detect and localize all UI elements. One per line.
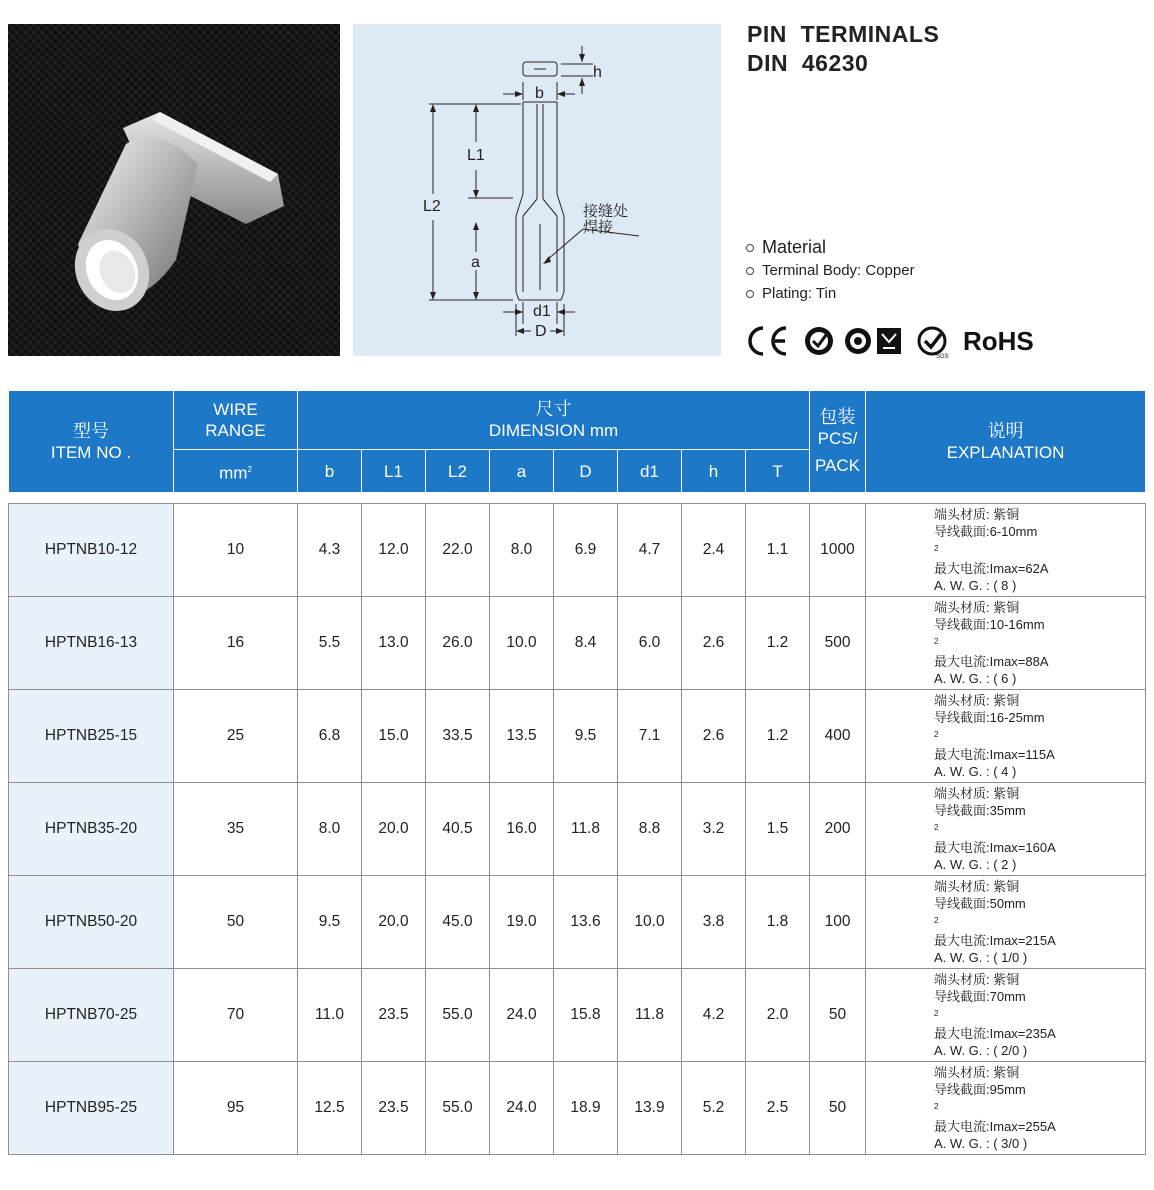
cell-l1: 15.0 [362, 690, 426, 783]
cell-b: 9.5 [298, 876, 362, 969]
cell-b: 5.5 [298, 597, 362, 690]
table-row [9, 783, 1146, 876]
cell-item-no: HPTNB95-25 [9, 1062, 174, 1155]
header-item-en: ITEM NO . [50, 442, 132, 462]
exp-awg: A. W. G. : ( 4 ) [934, 764, 1017, 780]
exp-section: 导线截面:50mm $^2$ [934, 895, 1026, 925]
cell-pack: 100 [810, 876, 866, 969]
cell-wire-range: 50 [174, 876, 298, 969]
cell-l2: 45.0 [426, 876, 490, 969]
cell-wire-range: 35 [174, 783, 298, 876]
header-wire-unit [174, 450, 298, 493]
specification-table [8, 390, 1146, 1155]
cell-h: 2.6 [682, 597, 746, 690]
header-explanation [866, 391, 1146, 493]
ukas-certificate-icon [877, 328, 901, 354]
cell-explanation [866, 690, 1146, 783]
header-dimension [298, 391, 810, 450]
cell-l2: 40.5 [426, 783, 490, 876]
material-plating: Plating: Tin [762, 285, 837, 302]
weld-note-line1: 接缝处 [583, 203, 629, 220]
header-dim-l2: L2 [426, 450, 490, 493]
cell-t: 1.2 [746, 597, 810, 690]
header-pack-cn: 包装 [819, 407, 856, 427]
exp-material: 端头材质: 紫铜 [934, 878, 1020, 894]
header-pack-line3: PACK [814, 456, 861, 475]
cell-a: 19.0 [490, 876, 554, 969]
header-dim-a: a [490, 450, 554, 493]
exp-material: 端头材质: 紫铜 [934, 785, 1020, 801]
material-heading: Material [762, 237, 827, 257]
wire-unit-text: mm [219, 463, 248, 483]
exp-current: 最大电流:Imax=255A [934, 1119, 1056, 1135]
exp-awg: A. W. G. : ( 2/0 ) [934, 1043, 1028, 1059]
cell-h: 3.2 [682, 783, 746, 876]
cell-d1: 8.8 [618, 783, 682, 876]
header-dim-d1: d1 [618, 450, 682, 493]
cell-t: 1.2 [746, 690, 810, 783]
cell-wire-range: 25 [174, 690, 298, 783]
exp-section: 导线截面:70mm $^2$ [934, 988, 1026, 1018]
exp-section: 导线截面:35mm $^2$ [934, 802, 1026, 832]
cell-l2: 55.0 [426, 969, 490, 1062]
cell-d: 9.5 [554, 690, 618, 783]
label-d1: d1 [533, 303, 551, 320]
product-photo [8, 24, 340, 356]
cell-l1: 20.0 [362, 783, 426, 876]
sgs-label: SGS [936, 354, 949, 360]
material-item [746, 282, 915, 305]
header-dim-cn: 尺寸 [535, 399, 572, 419]
bullet-icon [746, 244, 754, 252]
cell-pack: 50 [810, 969, 866, 1062]
material-item [746, 259, 915, 282]
cell-l2: 22.0 [426, 504, 490, 597]
header-item-cn: 型号 [73, 420, 109, 441]
cell-item-no: HPTNB10-12 [9, 504, 174, 597]
bullet-icon [746, 290, 754, 298]
exp-section: 导线截面:6-10mm $^2$ [934, 523, 1038, 553]
exp-awg: A. W. G. : ( 1/0 ) [934, 950, 1028, 966]
label-d: D [535, 323, 547, 340]
wire-unit-sup: 2 [247, 464, 252, 474]
specification-table-wrap [8, 390, 1145, 1155]
exp-section: 导线截面:95mm $^2$ [934, 1081, 1026, 1111]
cell-item-no: HPTNB35-20 [9, 783, 174, 876]
exp-material: 端头材质: 紫铜 [934, 506, 1020, 522]
exp-material: 端头材质: 紫铜 [934, 1064, 1020, 1080]
exp-section: 导线截面:10-16mm $^2$ [934, 616, 1045, 646]
rohs-label: RoHS [963, 326, 1034, 356]
exp-current: 最大电流:Imax=115A [934, 747, 1055, 763]
cell-t: 2.0 [746, 969, 810, 1062]
cell-b: 12.5 [298, 1062, 362, 1155]
table-body [9, 504, 1146, 1155]
certification-logos [746, 322, 1066, 362]
technical-drawing [353, 24, 721, 356]
cell-t: 2.5 [746, 1062, 810, 1155]
exp-current: 最大电流:Imax=235A [934, 1026, 1056, 1042]
cell-l1: 23.5 [362, 1062, 426, 1155]
material-body: Terminal Body: Copper [762, 262, 915, 279]
header-dim-d: D [554, 450, 618, 493]
table-row [9, 1062, 1146, 1155]
label-b: b [535, 85, 544, 102]
cell-t: 1.1 [746, 504, 810, 597]
cell-h: 5.2 [682, 1062, 746, 1155]
header-wire-line2: RANGE [205, 421, 266, 440]
cell-wire-range: 70 [174, 969, 298, 1062]
cell-t: 1.8 [746, 876, 810, 969]
header-dim-h: h [682, 450, 746, 493]
label-l2: L2 [423, 198, 441, 215]
cell-l1: 23.5 [362, 969, 426, 1062]
title-line-2: DIN 46230 [747, 50, 869, 76]
quality-certificate-icon [805, 327, 833, 355]
cell-pack: 200 [810, 783, 866, 876]
exp-current: 最大电流:Imax=215A [934, 933, 1056, 949]
cell-d: 8.4 [554, 597, 618, 690]
cell-wire-range: 95 [174, 1062, 298, 1155]
exp-awg: A. W. G. : ( 6 ) [934, 671, 1017, 687]
header-wire-line1: WIRE [213, 400, 258, 419]
header-exp-en: EXPLANATION [946, 442, 1065, 462]
cell-a: 24.0 [490, 1062, 554, 1155]
ce-mark-icon [750, 328, 786, 354]
cell-d1: 6.0 [618, 597, 682, 690]
cell-pack: 500 [810, 597, 866, 690]
cell-d: 18.9 [554, 1062, 618, 1155]
cell-d: 13.6 [554, 876, 618, 969]
dimension-diagram [353, 24, 721, 356]
cell-item-no: HPTNB16-13 [9, 597, 174, 690]
cell-b: 8.0 [298, 783, 362, 876]
cell-a: 24.0 [490, 969, 554, 1062]
cell-t: 1.5 [746, 783, 810, 876]
cell-item-no: HPTNB70-25 [9, 969, 174, 1062]
materials-list [746, 236, 915, 305]
cell-explanation [866, 783, 1146, 876]
header-dim-l1: L1 [362, 450, 426, 493]
cell-d1: 11.8 [618, 969, 682, 1062]
cell-d1: 4.7 [618, 504, 682, 597]
title-line-1: PIN TERMINALS [747, 21, 940, 47]
material-heading-row [746, 236, 915, 259]
cell-explanation [866, 597, 1146, 690]
header-dim-en: DIMENSION mm [488, 421, 619, 440]
sgs-mark-icon [919, 328, 949, 360]
cell-d: 11.8 [554, 783, 618, 876]
cell-item-no: HPTNB25-15 [9, 690, 174, 783]
cell-h: 2.4 [682, 504, 746, 597]
header-pack [810, 391, 866, 493]
exp-awg: A. W. G. : ( 2 ) [934, 857, 1017, 873]
exp-current: 最大电流:Imax=62A [934, 561, 1049, 577]
iso-certificate-icon [845, 328, 871, 354]
cell-pack: 1000 [810, 504, 866, 597]
exp-material: 端头材质: 紫铜 [934, 599, 1020, 615]
cell-wire-range: 10 [174, 504, 298, 597]
cell-l2: 55.0 [426, 1062, 490, 1155]
cell-a: 16.0 [490, 783, 554, 876]
exp-awg: A. W. G. : ( 3/0 ) [934, 1136, 1028, 1152]
bullet-icon [746, 267, 754, 275]
pin-terminal-photo-icon [8, 24, 340, 356]
cell-l1: 13.0 [362, 597, 426, 690]
cell-a: 10.0 [490, 597, 554, 690]
product-title [747, 20, 939, 78]
cell-l2: 33.5 [426, 690, 490, 783]
table-row [9, 597, 1146, 690]
label-a: a [471, 254, 480, 271]
header-wire-range [174, 391, 298, 450]
header-item-no [9, 391, 174, 493]
exp-current: 最大电流:Imax=88A [934, 654, 1049, 670]
cell-d: 15.8 [554, 969, 618, 1062]
exp-material: 端头材质: 紫铜 [934, 692, 1020, 708]
cell-explanation [866, 504, 1146, 597]
exp-current: 最大电流:Imax=160A [934, 840, 1056, 856]
cell-a: 13.5 [490, 690, 554, 783]
cell-item-no: HPTNB50-20 [9, 876, 174, 969]
cell-l1: 12.0 [362, 504, 426, 597]
cell-l1: 20.0 [362, 876, 426, 969]
weld-note-line2: 焊接 [583, 219, 614, 236]
cell-h: 3.8 [682, 876, 746, 969]
table-row [9, 969, 1146, 1062]
header-dim-t: T [746, 450, 810, 493]
cell-a: 8.0 [490, 504, 554, 597]
header-dim-b: b [298, 450, 362, 493]
cell-b: 6.8 [298, 690, 362, 783]
cell-pack: 400 [810, 690, 866, 783]
cell-h: 2.6 [682, 690, 746, 783]
label-l1: L1 [467, 147, 485, 164]
cell-wire-range: 16 [174, 597, 298, 690]
cell-b: 11.0 [298, 969, 362, 1062]
cell-d: 6.9 [554, 504, 618, 597]
cell-h: 4.2 [682, 969, 746, 1062]
header-pack-line2: PCS/ [817, 429, 858, 448]
cell-explanation [866, 969, 1146, 1062]
cell-pack: 50 [810, 1062, 866, 1155]
exp-awg: A. W. G. : ( 8 ) [934, 578, 1017, 594]
header-row-top [9, 391, 1146, 450]
table-row [9, 690, 1146, 783]
cell-b: 4.3 [298, 504, 362, 597]
cell-d1: 7.1 [618, 690, 682, 783]
cell-l2: 26.0 [426, 597, 490, 690]
exp-material: 端头材质: 紫铜 [934, 971, 1020, 987]
cell-d1: 10.0 [618, 876, 682, 969]
header-exp-cn: 说明 [987, 420, 1024, 441]
cell-explanation [866, 1062, 1146, 1155]
cell-explanation [866, 876, 1146, 969]
label-h: h [593, 64, 602, 81]
table-row [9, 504, 1146, 597]
table-row [9, 876, 1146, 969]
cell-d1: 13.9 [618, 1062, 682, 1155]
exp-section: 导线截面:16-25mm $^2$ [934, 709, 1045, 739]
